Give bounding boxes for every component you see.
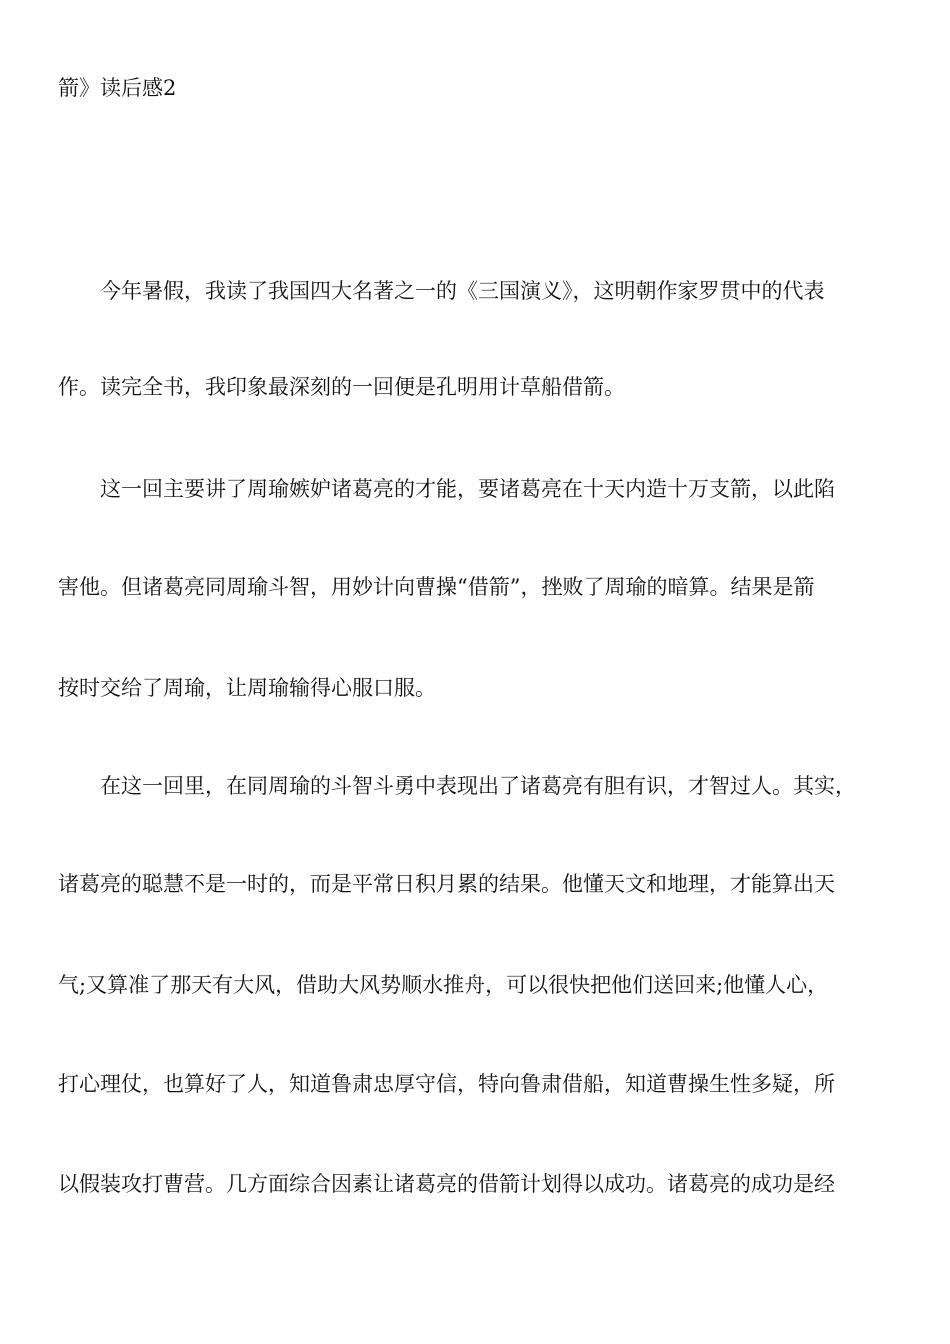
text-line: 气;又算准了那天有大风，借助大风势顺水推舟，可以很快把他们送回来;他懂人心， [58,973,829,997]
text-line: 今年暑假，我读了我国四大名著之一的《三国演义》，这明朝作家罗贯中的代表 [58,279,825,303]
text-line: 打心理仗，也算好了人，知道鲁肃忠厚守信，特向鲁肃借船，知道曹操生性多疑，所 [58,1072,835,1096]
text-line: 诸葛亮的聪慧不是一时的，而是平常日积月累的结果。他懂天文和地理，才能算出天 [58,872,835,896]
text-line: 以假装攻打曹营。几方面综合因素让诸葛亮的借箭计划得以成功。诸葛亮的成功是经 [58,1172,835,1196]
text-line: 害他。但诸葛亮同周瑜斗智，用妙计向曹操“借箭”，挫败了周瑜的暗算。结果是箭 [58,575,815,599]
text-line: 这一回主要讲了周瑜嫉妒诸葛亮的才能，要诸葛亮在十天内造十万支箭，以此陷 [58,477,835,501]
text-line: 作。读完全书，我印象最深刻的一回便是孔明用计草船借箭。 [58,375,625,399]
heading-line: 箭》读后感2 [58,76,177,100]
text-line: 在这一回里，在同周瑜的斗智斗勇中表现出了诸葛亮有胆有识，才智过人。其实， [58,774,856,798]
text-line: 按时交给了周瑜，让周瑜输得心服口服。 [58,676,436,700]
